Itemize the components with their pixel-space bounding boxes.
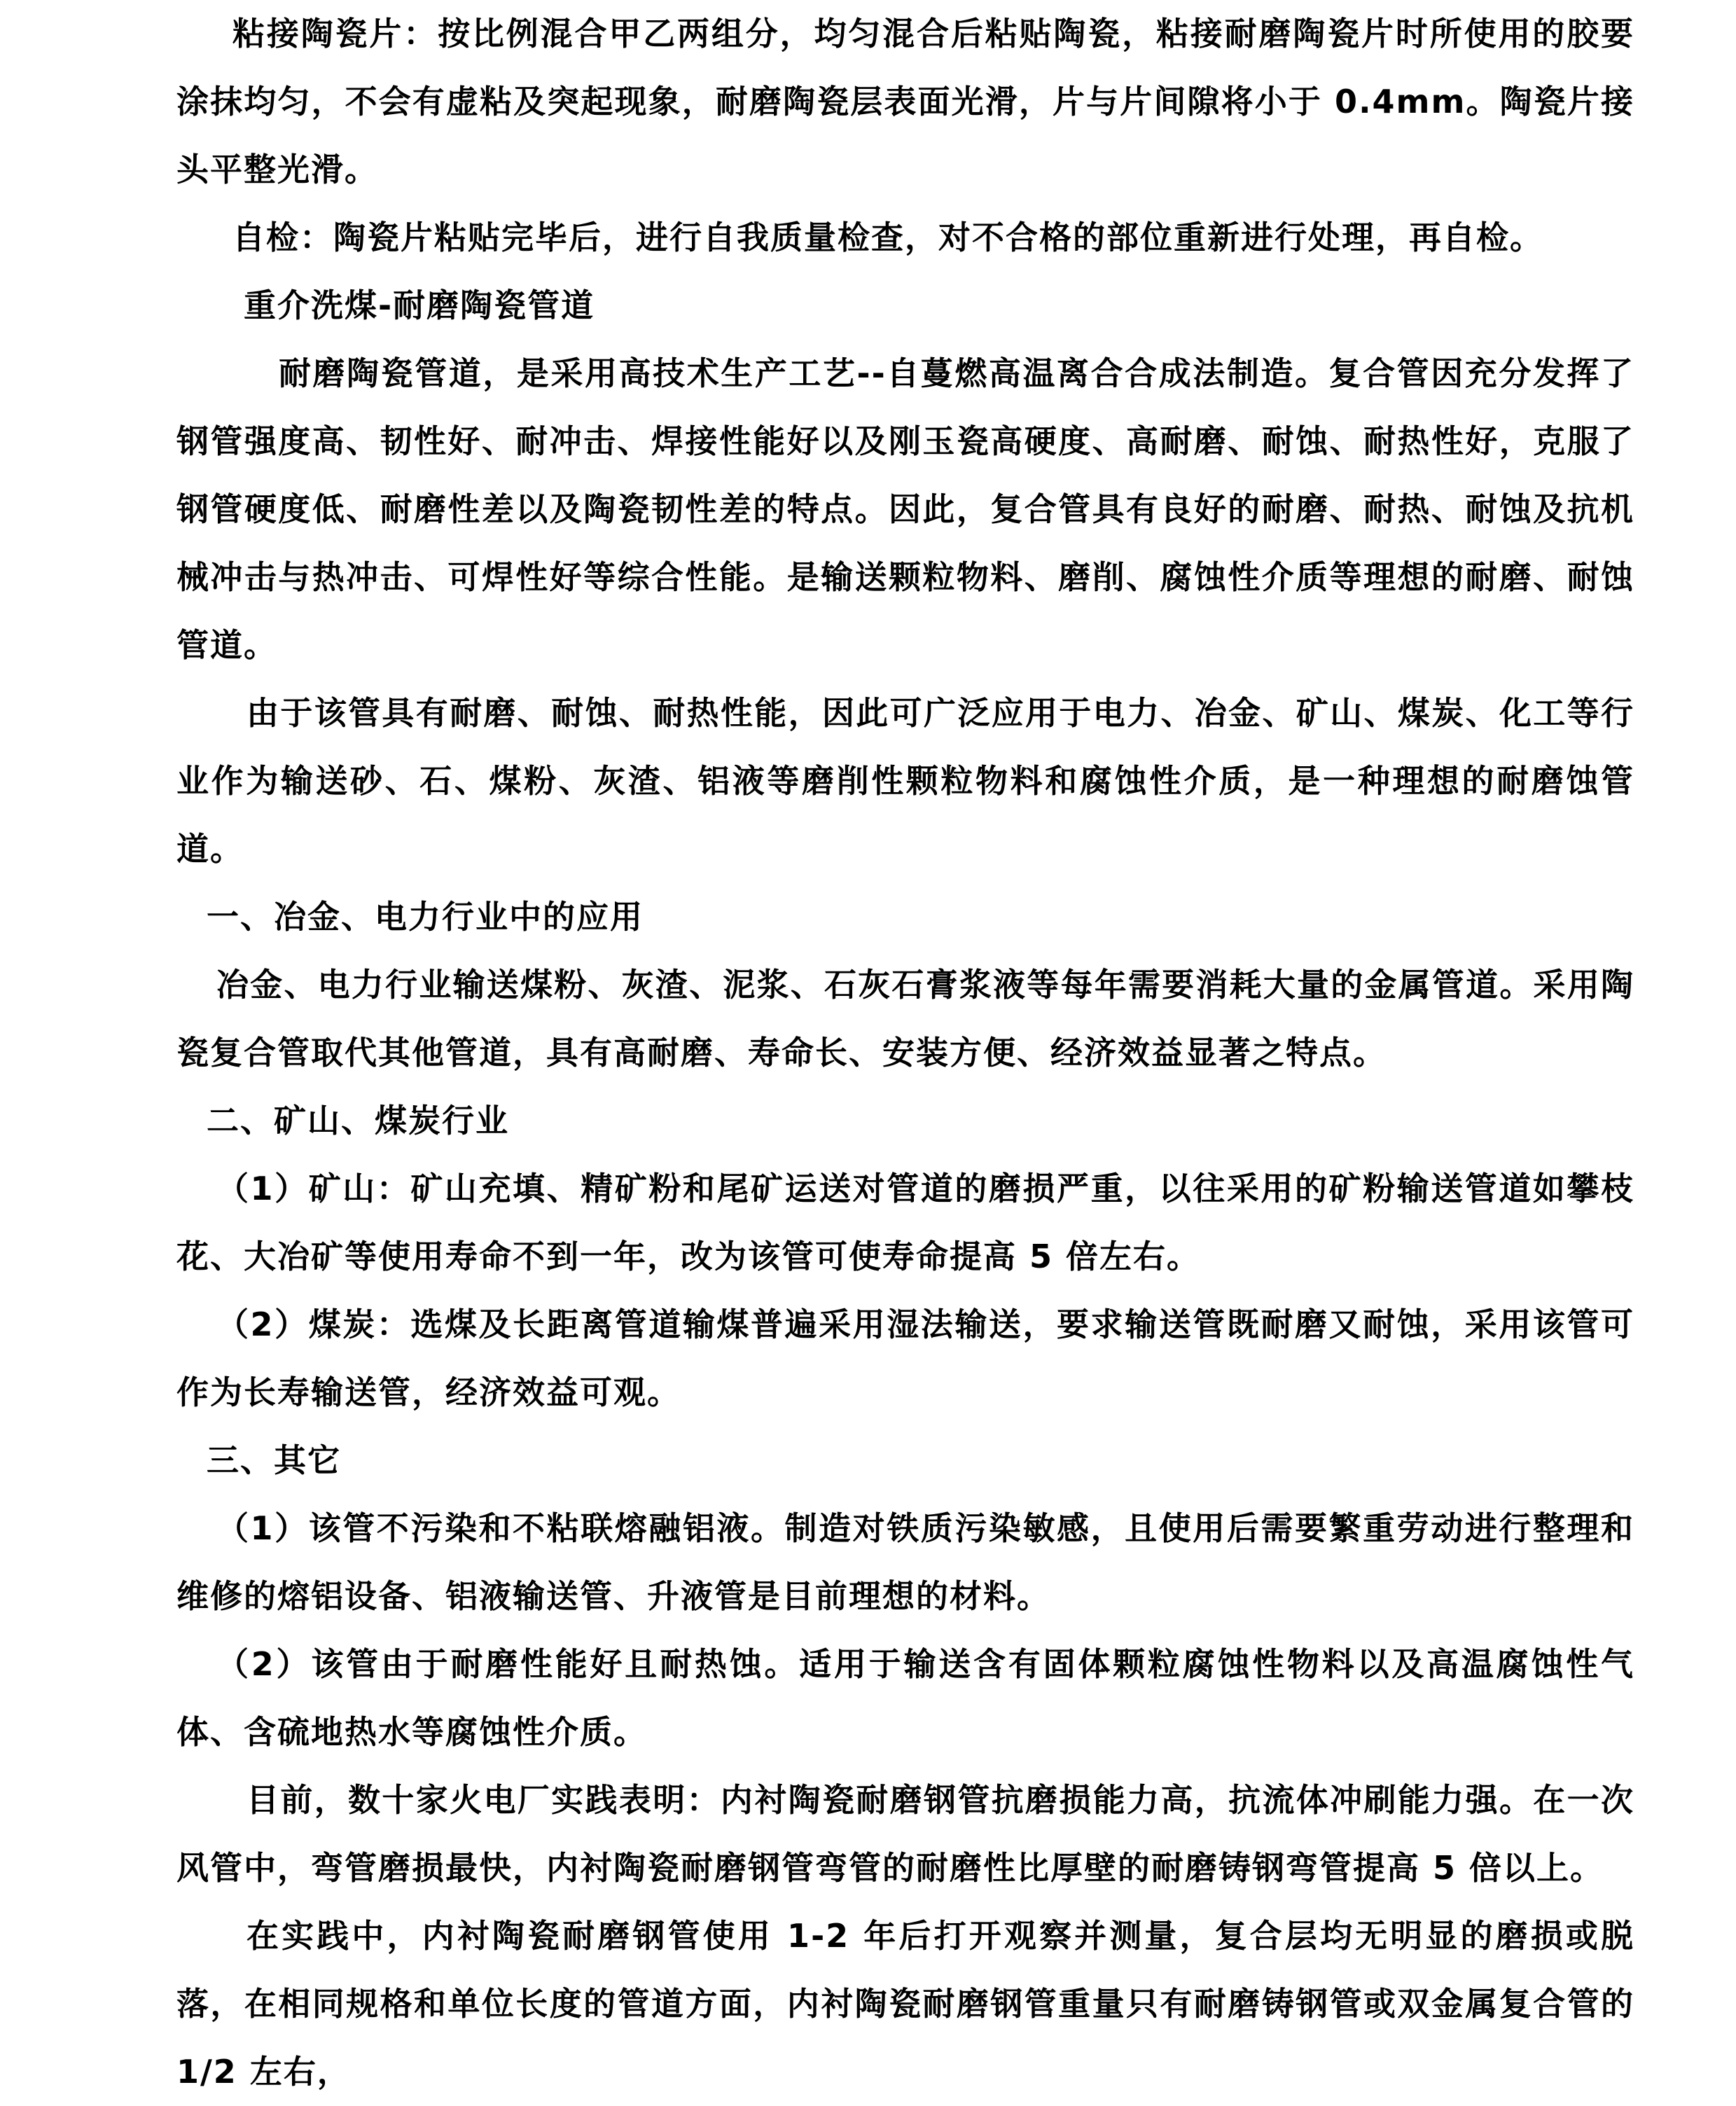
paragraph-power-plant-practice: 目前，数十家火电厂实践表明：内衬陶瓷耐磨钢管抗磨损能力高，抗流体冲刷能力强。在一次风管中，弯管磨损最快，内衬陶瓷耐磨钢管弯管的耐磨性比厚壁的耐磨铸钢弯管提高 5 倍以上。 bbox=[176, 1781, 1634, 1887]
paragraph-metallurgy-power-detail: 冶金、电力行业输送煤粉、灰渣、泥浆、石灰石膏浆液等每年需要消耗大量的金属管道。采用陶瓷复合管取代其他管道，具有高耐磨、寿命长、安装方便、经济效益显著之特点。 bbox=[176, 966, 1634, 1072]
section-heading-others: 三、其它 bbox=[207, 1441, 341, 1479]
paragraph-self-inspection: 自检：陶瓷片粘贴完毕后，进行自我质量检查，对不合格的部位重新进行处理，再自检。 bbox=[232, 219, 1543, 256]
paragraph-pipe-manufacturing: 耐磨陶瓷管道，是采用高技术生产工艺--自蔓燃高温离合合成法制造。复合管因充分发挥了钢管强度高、韧性好、耐冲击、焊接性能好以及刚玉瓷高硬度、高耐磨、耐蚀、耐热性好，克服了钢管硬度低、耐磨性差以及陶瓷韧性差的特点。因此，复合管具有良好的耐磨、耐热、耐蚀及抗机械冲击与热冲击、可焊性好等综合性能。是输送颗粒物料、磨削、腐蚀性介质等理想的耐磨、耐蚀管道。 bbox=[176, 354, 1634, 664]
paragraph-bonding-ceramic-tiles: 粘接陶瓷片：按比例混合甲乙两组分，均匀混合后粘贴陶瓷，粘接耐磨陶瓷片时所使用的胶要涂抹均匀，不会有虚粘及突起现象，耐磨陶瓷层表面光滑，片与片间隙将小于 0.4mm。陶瓷片接头平整光滑。 bbox=[176, 15, 1634, 188]
paragraph-aluminum-item: （1）该管不污染和不粘联熔融铝液。制造对铁质污染敏感，且使用后需要繁重劳动进行整理和维修的熔铝设备、铝液输送管、升液管是目前理想的材料。 bbox=[176, 1509, 1634, 1615]
paragraph-field-measurement: 在实践中，内衬陶瓷耐磨钢管使用 1-2 年后打开观察并测量，复合层均无明显的磨损或脱落，在相同规格和单位长度的管道方面，内衬陶瓷耐磨钢管重量只有耐磨铸钢管或双金属复合管的 1/2 左右， bbox=[176, 1917, 1634, 2091]
subtitle-coal-washing-ceramic-pipe: 重介洗煤-耐磨陶瓷管道 bbox=[244, 286, 595, 324]
paragraph-coal-item: （2）煤炭：选煤及长距离管道输煤普遍采用湿法输送，要求输送管既耐磨又耐蚀，采用该管可作为长寿输送管，经济效益可观。 bbox=[176, 1305, 1634, 1411]
paragraph-corrosive-media-item: （2）该管由于耐磨性能好且耐热蚀。适用于输送含有固体颗粒腐蚀性物料以及高温腐蚀性气体、含硫地热水等腐蚀性介质。 bbox=[176, 1645, 1634, 1751]
section-heading-mining-coal: 二、矿山、煤炭行业 bbox=[207, 1102, 509, 1139]
paragraph-pipe-applications-overview: 由于该管具有耐磨、耐蚀、耐热性能，因此可广泛应用于电力、冶金、矿山、煤炭、化工等行业作为输送砂、石、煤粉、灰渣、铝液等磨削性颗粒物料和腐蚀性介质，是一种理想的耐磨蚀管道。 bbox=[176, 694, 1634, 868]
section-heading-metallurgy-power: 一、冶金、电力行业中的应用 bbox=[207, 898, 644, 936]
paragraph-mining-item: （1）矿山：矿山充填、精矿粉和尾矿运送对管道的磨损严重，以往采用的矿粉输送管道如攀枝花、大冶矿等使用寿命不到一年，改为该管可使寿命提高 5 倍左右。 bbox=[176, 1170, 1634, 1275]
